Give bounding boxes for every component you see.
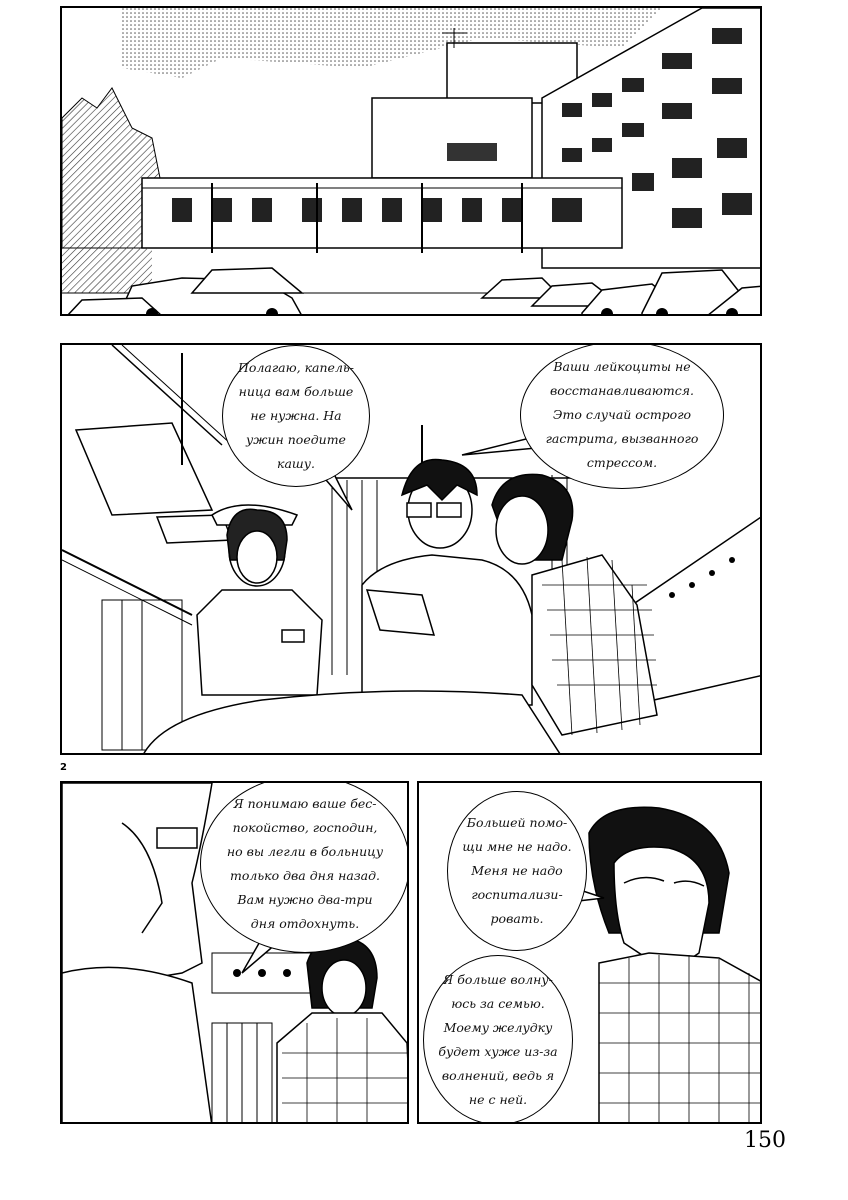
page-number: 150: [744, 1128, 786, 1153]
panel-ward-scene: [60, 343, 762, 755]
panel-marker: 2: [60, 762, 67, 773]
panel-patient-close: [417, 781, 762, 1124]
speech-bubble-patient-1: [447, 791, 587, 951]
speech-bubble-doctor: [200, 781, 409, 953]
speech-text: Ваши лейкоциты не восстанавливаются. Это случай острого гастрита, вызванного стрессом.: [545, 359, 699, 470]
speech-bubble-patient-2: [423, 955, 573, 1124]
panel-doctor-close: [60, 781, 409, 1124]
speech-bubble-doctor: [520, 343, 724, 489]
speech-text: Полагаю, капель- ница вам больше не нужна. На ужин поедите кашу.: [238, 360, 354, 471]
speech-bubble-nurse: [222, 345, 370, 487]
hospital-building-illustration: [62, 8, 762, 316]
speech-text: Большей помо- щи мне не надо. Меня не надо госпитализи- ровать.: [462, 815, 572, 926]
panel-hospital-exterior: [60, 6, 762, 316]
speech-text: Я больше волну- юсь за семью. Моему желудку будет хуже из-за волнений, ведь я не с ней.: [438, 972, 558, 1107]
speech-text: Я понимаю ваше бес- покойство, господин, но вы легли в больницу только два дня назад. Вам нужно два-три дня отдохнуть.: [226, 796, 384, 931]
